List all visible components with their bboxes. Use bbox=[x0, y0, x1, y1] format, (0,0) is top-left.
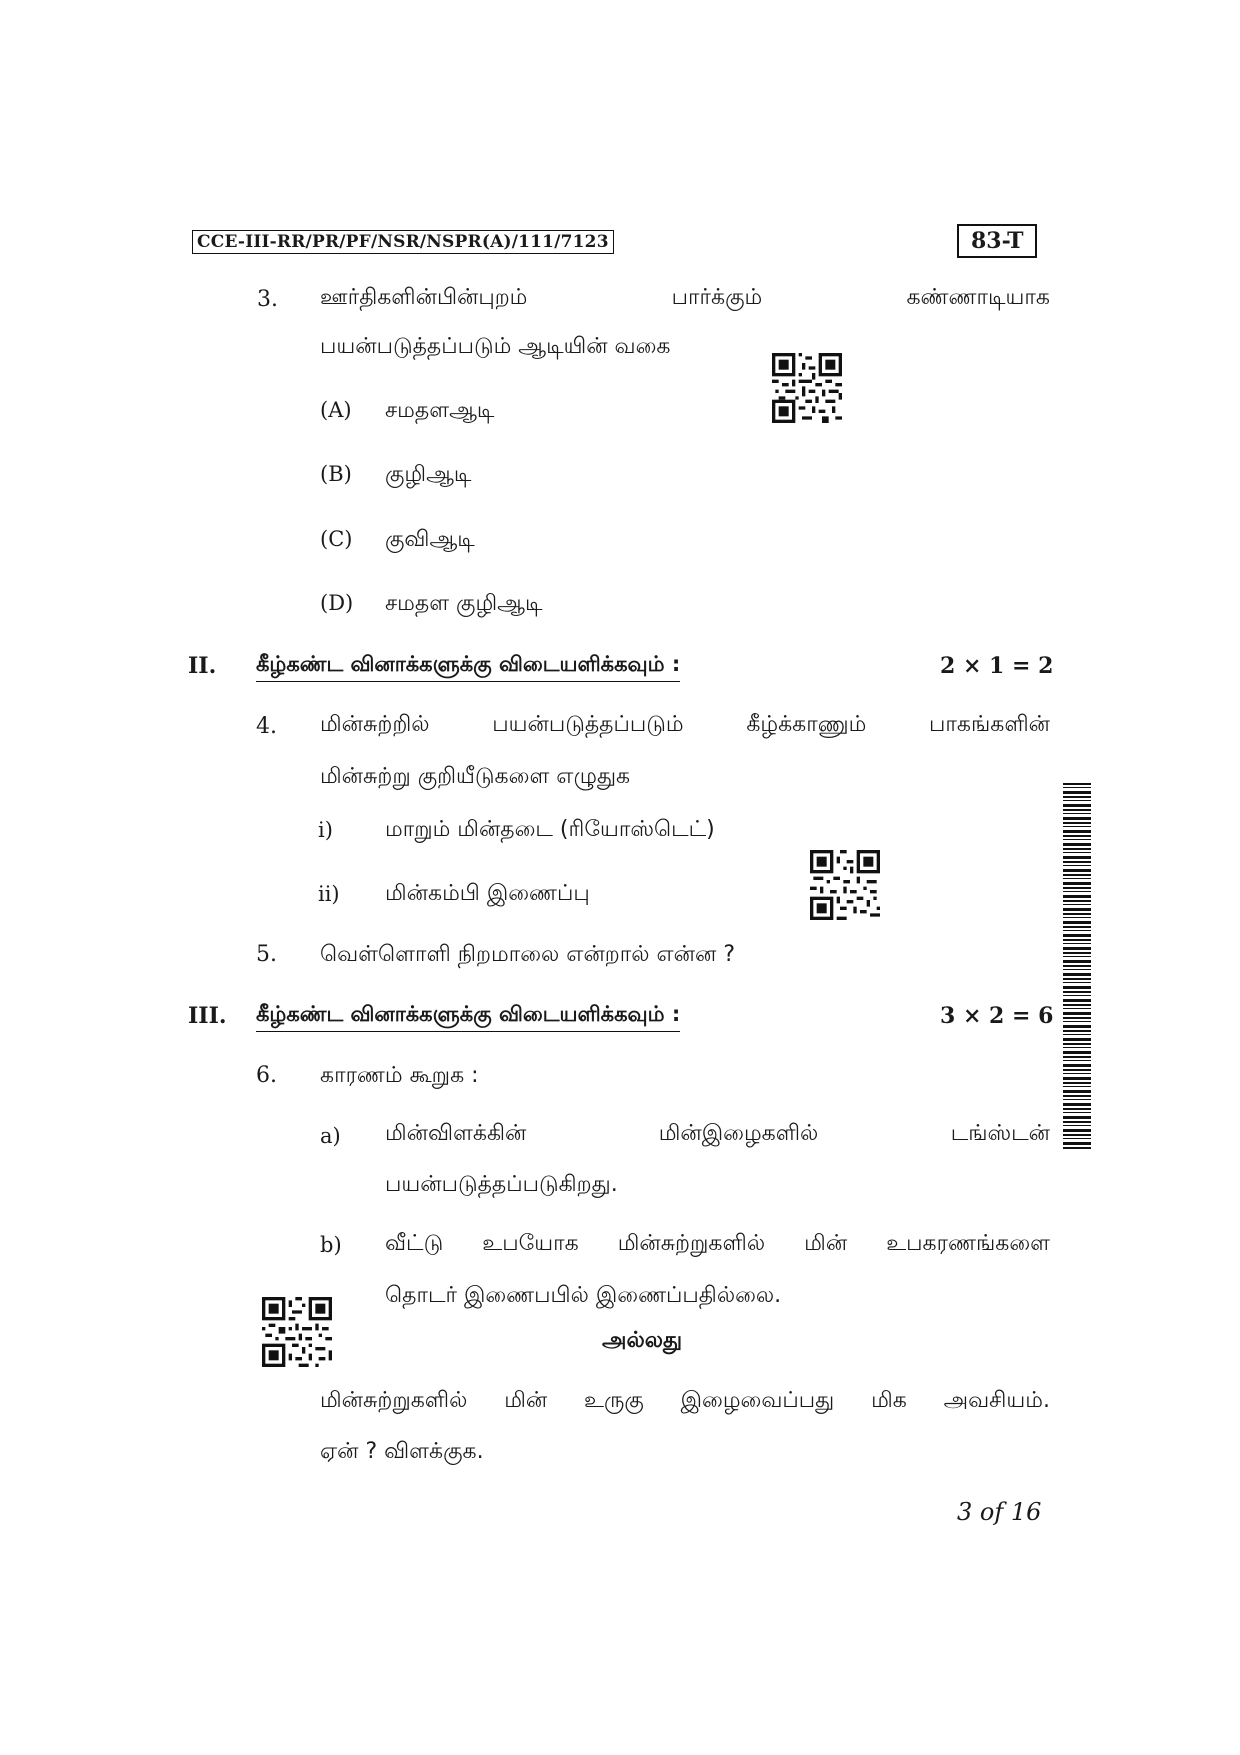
q4-word: பாகங்களின் bbox=[929, 712, 1050, 737]
q6-alt-word: இழைவைப்பது bbox=[680, 1388, 835, 1413]
q6b-word: உபகரணங்களை bbox=[886, 1231, 1050, 1256]
q4-item-2-label: ii) bbox=[318, 882, 340, 906]
q6a-word: மின்விளக்கின் bbox=[385, 1121, 527, 1146]
q3-word: ஊர்திகளின்பின்புறம் bbox=[320, 285, 528, 310]
q3-word: கண்ணாடியாக bbox=[906, 285, 1050, 310]
q3-option-c-label: (C) bbox=[320, 527, 353, 551]
q3-line2: பயன்படுத்தப்படும் ஆடியின் வகை bbox=[320, 334, 671, 359]
paper-number: 83-T bbox=[957, 224, 1037, 258]
q4-item-1-label: i) bbox=[318, 818, 333, 842]
qr-code-icon bbox=[772, 353, 842, 423]
q3-option-d-text: சமதள குழிஆடி bbox=[385, 591, 543, 616]
q6-alt-word: மின்சுற்றுகளில் bbox=[320, 1388, 468, 1413]
q3-option-d-label: (D) bbox=[320, 591, 354, 615]
section-2-marks: 2 × 1 = 2 bbox=[940, 653, 1054, 679]
q6-alt-word: மிக bbox=[871, 1388, 907, 1413]
q6a-line2: பயன்படுத்தப்படுகிறது. bbox=[385, 1172, 618, 1197]
q3-option-a-label: (A) bbox=[320, 398, 352, 422]
q4-number: 4. bbox=[256, 714, 277, 739]
section-3-heading: கீழ்கண்ட வினாக்களுக்கு விடையளிக்கவும் : bbox=[256, 1002, 680, 1032]
q3-option-a-text: சமதளஆடி bbox=[385, 398, 495, 423]
or-label: அல்லது bbox=[602, 1328, 683, 1353]
q3-option-b-text: குழிஆடி bbox=[385, 462, 472, 487]
q5-number: 5. bbox=[256, 942, 277, 967]
barcode-icon bbox=[1063, 783, 1091, 1151]
q6b-word: மின்சுற்றுகளில் bbox=[617, 1231, 766, 1256]
q6-alt-word: மின் bbox=[504, 1388, 548, 1413]
q6b-word: உபயோக bbox=[482, 1231, 579, 1256]
q3-word: பார்க்கும் bbox=[671, 285, 763, 310]
q6-text: காரணம் கூறுக : bbox=[320, 1063, 479, 1088]
qr-code-icon bbox=[262, 1297, 332, 1367]
q4-word: கீழ்க்காணும் bbox=[746, 712, 867, 737]
exam-code: CCE-III-RR/PR/PF/NSR/NSPR(A)/111/7123 bbox=[192, 230, 614, 254]
q6a-word: மின்இழைகளில் bbox=[658, 1121, 819, 1146]
q3-number: 3. bbox=[257, 287, 278, 312]
q6b-line2: தொடர் இணைபபில் இணைப்பதில்லை. bbox=[385, 1283, 782, 1308]
q6-alt-line1 bbox=[320, 1388, 1050, 1416]
q6b-word: வீட்டு bbox=[385, 1231, 444, 1256]
q6-alt-word: அவசியம். bbox=[943, 1388, 1050, 1413]
q6a-word: டங்ஸ்டன் bbox=[950, 1121, 1050, 1146]
q4-item-2-text: மின்கம்பி இணைப்பு bbox=[385, 881, 590, 906]
q6-alt-word: உருகு bbox=[584, 1388, 644, 1413]
q4-item-1-text: மாறும் மின்தடை (ரியோஸ்டெட்) bbox=[385, 817, 715, 842]
q4-line1 bbox=[320, 712, 1050, 740]
section-2-heading: கீழ்கண்ட வினாக்களுக்கு விடையளிக்கவும் : bbox=[256, 652, 680, 682]
q3-line1 bbox=[320, 285, 1050, 313]
q3-option-b-label: (B) bbox=[320, 462, 352, 486]
q6a-label: a) bbox=[320, 1124, 341, 1148]
q4-line2: மின்சுற்று குறியீடுகளை எழுதுக bbox=[320, 764, 631, 789]
page-number: 3 of 16 bbox=[957, 1498, 1042, 1526]
q6a-line1 bbox=[385, 1121, 1050, 1149]
q3-option-c-text: குவிஆடி bbox=[385, 527, 475, 552]
q6-alt-line2: ஏன் ? விளக்குக. bbox=[320, 1439, 484, 1464]
q6b-line1 bbox=[385, 1231, 1050, 1259]
qr-code-icon bbox=[810, 850, 880, 920]
q4-word: மின்சுற்றில் bbox=[320, 712, 430, 737]
q6b-label: b) bbox=[320, 1233, 342, 1257]
q6-number: 6. bbox=[256, 1063, 277, 1088]
section-3-number: III. bbox=[188, 1003, 227, 1029]
section-2-number: II. bbox=[188, 653, 217, 679]
q4-word: பயன்படுத்தப்படும் bbox=[492, 712, 684, 737]
q5-text: வெள்ளொளி நிறமாலை என்றால் என்ன ? bbox=[320, 942, 736, 967]
section-3-marks: 3 × 2 = 6 bbox=[940, 1003, 1054, 1029]
q6b-word: மின் bbox=[804, 1231, 848, 1256]
